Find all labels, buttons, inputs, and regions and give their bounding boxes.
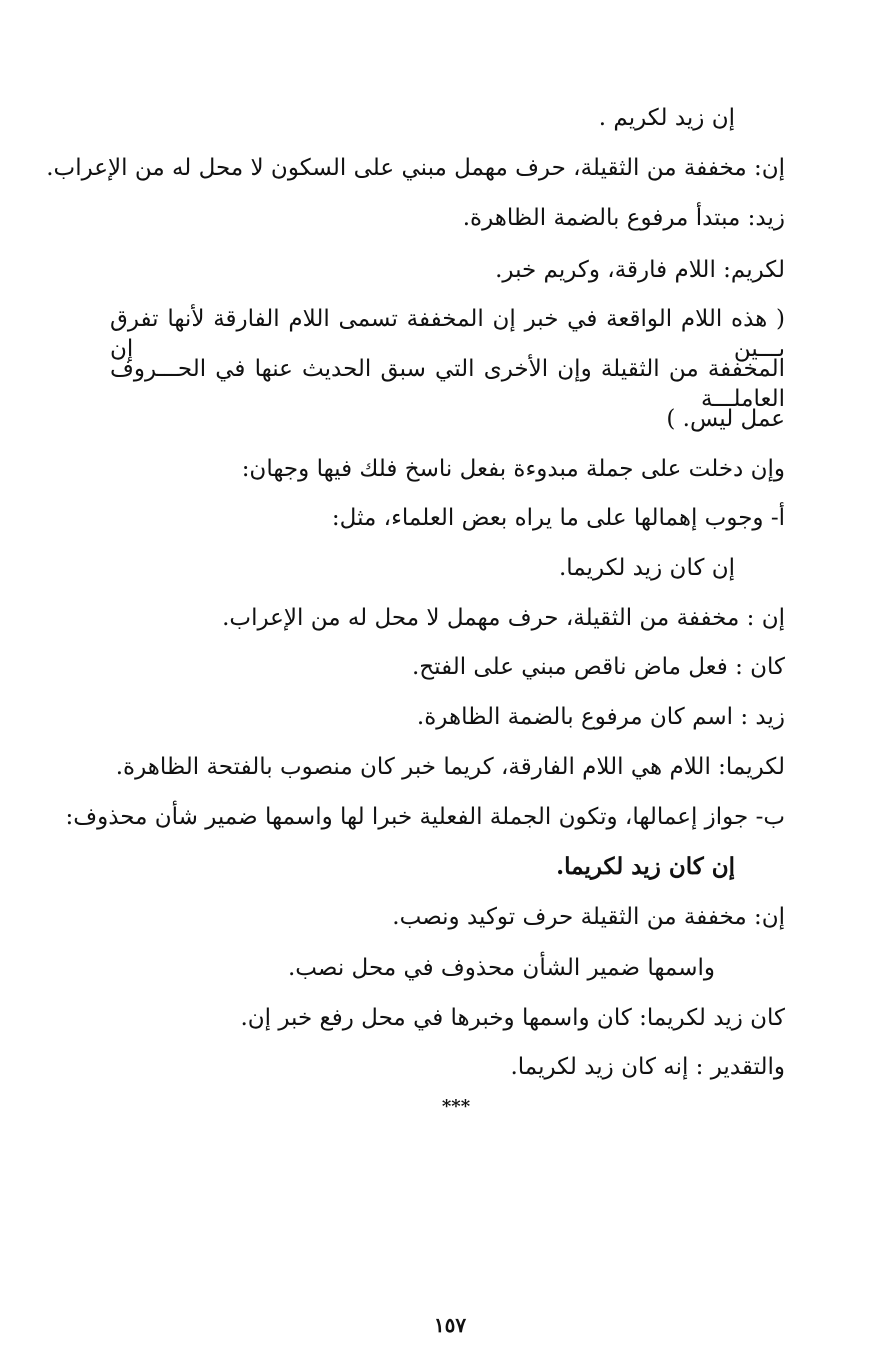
text-line-17: إن: مخففة من الثقيلة حرف توكيد ونصب. (392, 904, 785, 930)
text-line-2: إن: مخففة من الثقيلة، حرف مهمل مبني على السكون لا محل له من الإعراب. (46, 155, 785, 181)
section-separator: *** (441, 1096, 471, 1117)
page-number: ١٥٧ (433, 1313, 467, 1337)
text-line-5: ( هذه اللام الواقعة في خبر إن المخففة تسمى اللام الفارقة لأنها تفرق بـــين إن (110, 306, 785, 362)
text-line-15: ب- جواز إعمالها، وتكون الجملة الفعلية خبرا لها واسمها ضمير شأن محذوف: (65, 804, 785, 830)
text-line-12: كان : فعل ماض ناقص مبني على الفتح. (411, 654, 785, 680)
text-line-3: زيد: مبتدأ مرفوع بالضمة الظاهرة. (462, 205, 785, 231)
text-line-11: إن : مخففة من الثقيلة، حرف مهمل لا محل له من الإعراب. (222, 605, 785, 631)
text-line-10: إن كان زيد لكريما. (558, 555, 735, 581)
text-line-13: زيد : اسم كان مرفوع بالضمة الظاهرة. (416, 704, 785, 730)
text-line-7: عمل ليس. ) (666, 406, 785, 432)
text-line-14: لكريما: اللام هي اللام الفارقة، كريما خبر كان منصوب بالفتحة الظاهرة. (115, 754, 785, 780)
text-line-18: واسمها ضمير الشأن محذوف في محل نصب. (288, 955, 715, 981)
text-line-9: أ- وجوب إهمالها على ما يراه بعض العلماء، مثل: (331, 505, 785, 531)
text-line-4: لكريم: اللام فارقة، وكريم خبر. (495, 257, 785, 283)
text-line-19: كان زيد لكريما: كان واسمها وخبرها في محل رفع خبر إن. (240, 1005, 785, 1031)
text-line-16: إن كان زيد لكريما. (556, 853, 735, 880)
text-line-8: وإن دخلت على جملة مبدوءة بفعل ناسخ فلك فيها وجهان: (241, 456, 785, 482)
text-line-20: والتقدير : إنه كان زيد لكريما. (510, 1054, 785, 1080)
text-line-6: المخففة من الثقيلة وإن الأخرى التي سبق الحديث عنها في الحـــروف العاملـــة (110, 356, 785, 412)
text-line-1: إن زيد لكريم . (598, 105, 735, 131)
